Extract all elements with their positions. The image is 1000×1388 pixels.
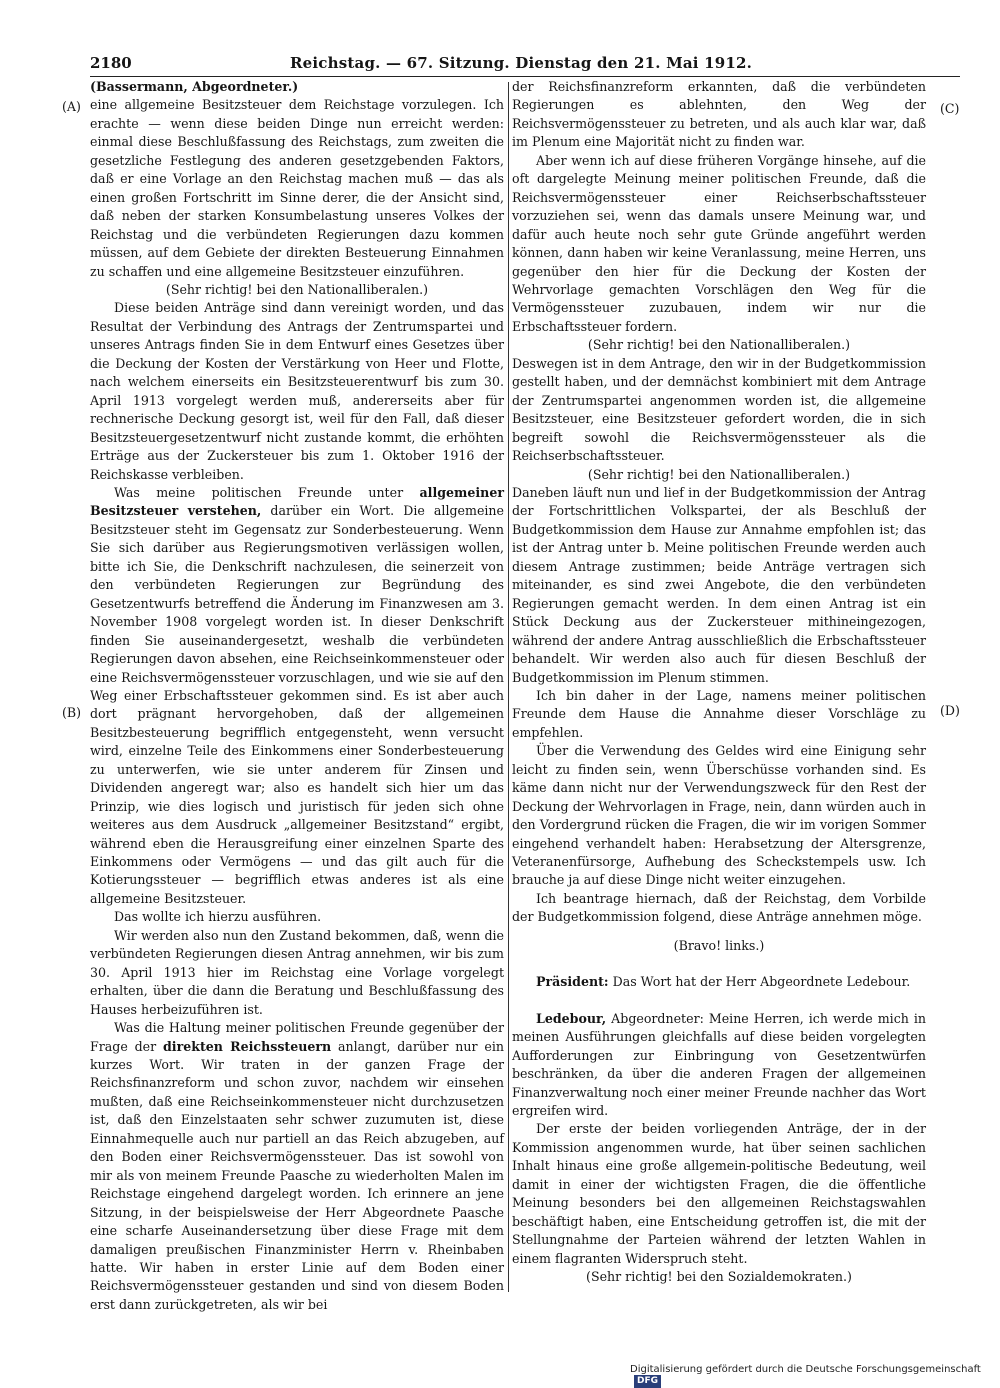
digitization-credit (630, 1364, 1000, 1388)
interjection: (Bravo! links.) (673, 937, 765, 953)
interjection: (Sehr richtig! bei den Nationalliberalen.) (587, 337, 851, 353)
paragraph: Was meine politischen Freunde unter allgemeiner Besitzsteuer verstehen, darüber ein Wort. Die allgemeine Besitzsteuer steht im Gegensatz zur Sonderbesteuerung. Wenn Sie sich darüber aus Regierungsmotiven verlässigen wollen, bitte ich Sie, die Denkschrift nachzulesen, die seinerzeit von den verbündeten Regierungen zur Begründung des Gesetzentwurfs betreffend die Änderung im Finanzwesen am 3. November 1908 vorgelegt worden ist. In dieser Denkschrift finden Sie auseinandergesetzt, weshalb die verbündeten Regierungen davon absehen, eine Reichseinkommensteuer oder eine Reichsvermögenssteuer vorzuschlagen, und wie sie auf den Weg einer Erbschaftssteuer gekommen sind. Es ist aber auch dort prägnant hervorgehoben, daß der allgemeinen Besitzbesteuerung begrifflich entgegensteht, wenn versucht wird, einzelne Teile des Einkommens einer Sonderbesteuerung zu unterwerfen, wie sie unter anderem für Zinsen und Dividenden angeregt war; also es handelt sich hier um das Prinzip, wie dies logisch und juristisch für jeden sich ohne weiteres aus dem Ausdruck „allgemeiner Besitzstand“ ergibt, während eben die Herausgreifung einer einzelnen Sparte des Einkommens oder Vermögens — und das gilt auch für die Kotierungssteuer — begrifflich etwas anderes ist als eine allgemeine Besitzsteuer. (90, 484, 504, 906)
ledebour-speech-start: Ledebour, Abgeordneter: Meine Herren, ich werde mich in meinen Ausführungen gleichfalls auf diese beiden vorgelegten Aufforderungen zur Einbringung von Gesetzentwürfen beschränken, da über die anderen Fragen der allgemeinen Finanzverwaltung noch einer meiner Freunde nachher das Wort ergreifen wird. (512, 1010, 926, 1119)
speaker-name: Ledebour, (536, 1010, 607, 1026)
paragraph: Daneben läuft nun und lief in der Budgetkommission der Antrag der Fortschrittlichen Volkspartei, der als Beschluß der Budgetkommission dem Hause zur Annahme empfohlen ist; das ist der Antrag unter b. Meine politischen Freunde werden auch diesem Antrage zustimmen; beide Anträge vertragen sich miteinander, es sind zwei Angebote, die den verbündeten Regierungen gemacht werden. In dem einen Antrag ist ein Stück Deckung aus der Zuckersteuer mithineingezogen, während der andere Antrag ausschließlich die Erbschaftssteuer behandelt. Wir werden also auch für diesen Beschluß der Budgetkommission im Plenum stimmen. (512, 484, 926, 685)
paragraph: Über die Verwendung des Geldes wird eine Einigung sehr leicht zu finden sein, wenn Überschüsse vorhanden sind. Es käme dann nicht nur der Verwendungszweck für den Rest der Deckung der Wehrvorlagen in Frage, nein, dann würden auch in den Vordergrund rücken die Fragen, die wir im vorigen Sommer eingehend verhandelt haben: Herabsetzung der Altersgrenze, Veteranenfürsorge, Aufhebung des Scheckstempels usw. Ich brauche ja auf diese Dinge nicht weiter einzugehen. (512, 743, 926, 888)
credit-text: Digitalisierung gefördert durch die Deutsche Forschungsgemeinschaft (630, 1364, 981, 1375)
margin-marker-c: (C) (940, 101, 960, 116)
right-column (512, 78, 926, 1298)
paragraph: Ich bin daher in der Lage, namens meiner politischen Freunde dem Hause die Annahme dieser Vorschläge zu empfehlen. (512, 687, 926, 740)
emphasis: direkten Reichssteuern (162, 1038, 332, 1054)
margin-marker-b: (B) (62, 705, 82, 720)
paragraph: der Reichsfinanzreform erkannten, daß die verbündeten Regierungen es ablehnten, den Weg der Reichsvermögenssteuer zu betreten, und als auch klar war, daß im Plenum eine Majorität nicht zu finden war. (512, 79, 926, 150)
speaker-tag: (Bassermann, Abgeordneter.) (90, 79, 299, 94)
interjection: (Sehr richtig! bei den Nationalliberalen.) (165, 281, 429, 297)
president-remark: Präsident: Das Wort hat der Herr Abgeordnete Ledebour. (536, 974, 911, 990)
paragraph: Was die Haltung meiner politischen Freunde gegenüber der Frage der direkten Reichssteuern anlangt, darüber nur ein kurzes Wort. Wir traten in der ganzen Frage der Reichsfinanzreform und schon zuvor, nachdem wir einsehen mußten, daß eine Reichseinkommensteuer nicht durchzusetzen ist, daß den Einzelstaaten sehr schwer zuzumuten ist, diese Einnahmequelle auch nur partiell an das Reich abzugeben, auf den Boden einer Reichsvermögenssteuer. Das ist sowohl von mir als von meinem Freunde Paasche zu wiederholten Malen im Reichstage eingehend dargelegt worden. Ich erinnere an jene Sitzung, in der beispielsweise der Herr Abgeordnete Paasche eine scharfe Auseinandersetzung über diese Frage mit dem damaligen preußischen Finanzminister Herrn v. Rheinbaben hatte. Wir haben in erster Linie auf dem Boden einer Reichsvermögenssteuer gestanden und sind von diesem Boden erst dann zurückgetreten, als wir bei (90, 1020, 504, 1312)
interjection: (Sehr richtig! bei den Sozialdemokraten.) (586, 1269, 852, 1285)
paragraph: Diese beiden Anträge sind dann vereinigt worden, und das Resultat der Verbindung des Antrags der Zentrumspartei und unseres Antrags finden Sie in dem Entwurf eines Gesetzes über die Deckung der Kosten der Verstärkung von Heer und Flotte, nach welchem einerseits ein Besitzsteuerentwurf bis zum 30. April 1913 vorgelegt werden muß, andererseits aber für rechnerische Deckung gesorgt ist, weil für den Fall, daß dieser Besitzsteuergesetzentwurf nicht zustande kommt, die erhöhten Erträge aus der Zuckersteuer bis zum 1. Oktober 1916 der Reichskasse verbleiben. (90, 300, 504, 482)
paragraph: Deswegen ist in dem Antrage, den wir in der Budgetkommission gestellt haben, und der demnächst kombiniert mit dem Antrage der Zentrumspartei angenommen worden ist, die allgemeine Besitzsteuer, eine Besitzsteuer gefordert worden, die in sich begreift sowohl die Reichsvermögenssteuer als die Reichserbschaftssteuer. (512, 355, 926, 464)
interjection: (Sehr richtig! bei den Nationalliberalen.) (587, 466, 851, 482)
paragraph: Der erste der beiden vorliegenden Anträge, der in der Kommission angenommen wurde, hat über seinen sachlichen Inhalt hinaus eine große allgemein-politische Bedeutung, weil damit in einer der wichtigsten Fragen, die die öffentliche Meinung besonders bei den allgemeinen Reichstagswahlen beschäftigt haben, eine Entscheidung getroffen ist, die mit der Stellungnahme der Parteien während der letzten Wahlen in einem flagranten Widerspruch steht. (512, 1121, 926, 1266)
emphasis: allgemeiner Besitzsteuer verstehen, (90, 484, 504, 519)
running-header (90, 50, 960, 77)
paragraph: Ich beantrage hiernach, daß der Reichstag, dem Vorbilde der Budgetkommission folgend, diese Anträge annehmen möge. (512, 890, 926, 925)
column-divider (508, 82, 509, 1292)
left-column (90, 78, 504, 1312)
dfg-logo: DFG (634, 1375, 661, 1388)
paragraph: Wir werden also nun den Zustand bekommen, daß, wenn die verbündeten Regierungen diesen Antrag annehmen, wir bis zum 30. April 1913 hier im Reichstag eine Vorlage vorgelegt erhalten, über die dann die Beratung und Beschlußfassung des Hauses herbeizuführen ist. (90, 927, 504, 1017)
margin-marker-a: (A) (62, 99, 81, 114)
margin-marker-d: (D) (940, 703, 960, 718)
paragraph: Aber wenn ich auf diese früheren Vorgänge hinsehe, auf die oft dargelegte Meinung meiner politischen Freunde, daß die Reichsvermögenssteuer einer Reichserbschaftssteuer vorzuziehen sei, wenn das damals unsere Meinung war, und dafür auch heute noch sehr gute Gründe angeführt werden können, dann haben wir keine Veranlassung, meine Herren, uns gegenüber den hier für die Deckung der Kosten der Wehrvorlage gemachten Vorschlägen den Weg für die Vermögenssteuer zuzubauen, indem wir nur die Erbschaftssteuer fordern. (512, 152, 926, 334)
paragraph: Das wollte ich hierzu ausführen. (114, 909, 322, 925)
running-title: Reichstag. — 67. Sitzung. Dienstag den 21. Mai 1912. (290, 54, 753, 72)
page-number: 2180 (90, 54, 132, 72)
speaker-name: Präsident: (536, 974, 609, 990)
paragraph: eine allgemeine Besitzsteuer dem Reichstage vorzulegen. Ich erachte — wenn diese beiden Dinge nun erreicht werden: einmal diese Beschlußfassung des Reichstags, zum zweiten die gesetzliche Festlegung des anderen gesetzgebenden Faktors, daß er eine Vorlage an den Reichstag machen muß — das als einen großen Fortschritt im Sinne derer, die der Ansicht sind, daß neben der starken Konsumbelastung unseres Volkes der Reichstag und die verbündeten Regierungen dazu kommen müssen, auf dem Gebiete der direkten Besteuerung Einnahmen zu schaffen und eine allgemeine Besitzsteuer einzuführen. (90, 97, 504, 279)
